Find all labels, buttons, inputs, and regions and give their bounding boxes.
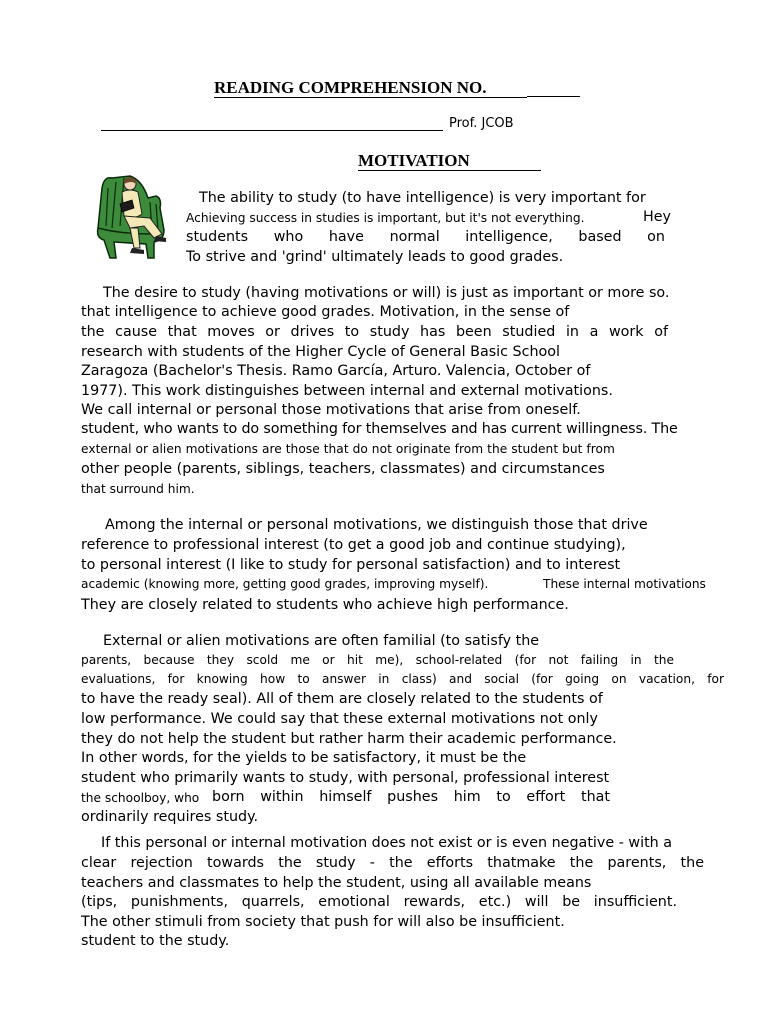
paragraph-line: These internal motivations: [543, 577, 706, 591]
woman-reading-in-armchair-icon: [90, 168, 176, 260]
paragraph-line: parents, because they scold me or hit me), school-related (for not failing in the: [81, 653, 674, 667]
paragraph-line: If this personal or internal motivation does not exist or is even negative - with a: [101, 835, 673, 851]
number-blank-line: [527, 96, 580, 97]
section-title: MOTIVATION: [358, 151, 470, 170]
paragraph-line: low performance. We could say that these external motivations not only: [81, 711, 598, 727]
paragraph-line: students who have normal intelligence, based on: [186, 229, 665, 245]
paragraph-line: The desire to study (having motivations or will) is just as important or more so.: [103, 285, 670, 301]
section-title-underline: [358, 170, 541, 171]
paragraph-line: the schoolboy, who: [81, 791, 200, 805]
title-underline: [214, 97, 527, 98]
paragraph-line: student, who wants to do something for themselves and has current willingness. The: [81, 421, 678, 437]
paragraph-line: We call internal or personal those motivations that arise from oneself.: [81, 402, 581, 418]
paragraph-line: Achieving success in studies is important, but it's not everything.: [186, 211, 585, 225]
paragraph-line: To strive and 'grind' ultimately leads to good grades.: [186, 249, 564, 265]
paragraph-line: other people (parents, siblings, teachers, classmates) and circumstances: [81, 461, 605, 477]
paragraph-line: Hey: [643, 209, 672, 225]
document-title: READING COMPREHENSION NO.: [214, 78, 487, 97]
paragraph-line: to personal interest (I like to study for personal satisfaction) and to interest: [81, 557, 621, 573]
paragraph-line: they do not help the student but rather harm their academic performance.: [81, 731, 617, 747]
paragraph-line: clear rejection towards the study - the efforts thatmake the parents, the: [81, 855, 704, 871]
paragraph-line: (tips, punishments, quarrels, emotional rewards, etc.) will be insufficient.: [81, 894, 677, 910]
paragraph-line: 1977). This work distinguishes between internal and external motivations.: [81, 383, 613, 399]
paragraph-line: the cause that moves or drives to study has been studied in a work of: [81, 324, 668, 340]
paragraph-line: reference to professional interest (to get a good job and continue studying),: [81, 537, 626, 553]
paragraph-line: The ability to study (to have intelligence) is very important for: [199, 190, 646, 206]
paragraph-line: The other stimuli from society that push for will also be insufficient.: [81, 914, 565, 930]
teacher-name: Prof. JCOB: [449, 116, 514, 131]
paragraph-line: that surround him.: [81, 482, 195, 496]
paragraph-line: teachers and classmates to help the student, using all available means: [81, 875, 592, 891]
paragraph-line: In other words, for the yields to be satisfactory, it must be the: [81, 750, 527, 766]
student-name-blank-line: [101, 130, 443, 131]
paragraph-line: born within himself pushes him to effort that: [212, 789, 610, 805]
paragraph-line: to have the ready seal). All of them are closely related to the students of: [81, 691, 603, 707]
paragraph-line: Among the internal or personal motivations, we distinguish those that drive: [105, 517, 648, 533]
paragraph-line: Zaragoza (Bachelor's Thesis. Ramo García, Arturo. Valencia, October of: [81, 363, 591, 379]
paragraph-line: academic (knowing more, getting good grades, improving myself).: [81, 577, 489, 591]
paragraph-line: external or alien motivations are those that do not originate from the student but from: [81, 442, 615, 456]
paragraph-line: External or alien motivations are often familial (to satisfy the: [103, 633, 540, 649]
paragraph-line: that intelligence to achieve good grades. Motivation, in the sense of: [81, 304, 570, 320]
paragraph-line: ordinarily requires study.: [81, 809, 259, 825]
paragraph-line: They are closely related to students who achieve high performance.: [81, 597, 569, 613]
paragraph-line: student to the study.: [81, 933, 230, 949]
paragraph-line: evaluations, for knowing how to answer in class) and social (for going on vacation, for: [81, 672, 724, 686]
paragraph-line: student who primarily wants to study, with personal, professional interest: [81, 770, 610, 786]
paragraph-line: research with students of the Higher Cycle of General Basic School: [81, 344, 561, 360]
